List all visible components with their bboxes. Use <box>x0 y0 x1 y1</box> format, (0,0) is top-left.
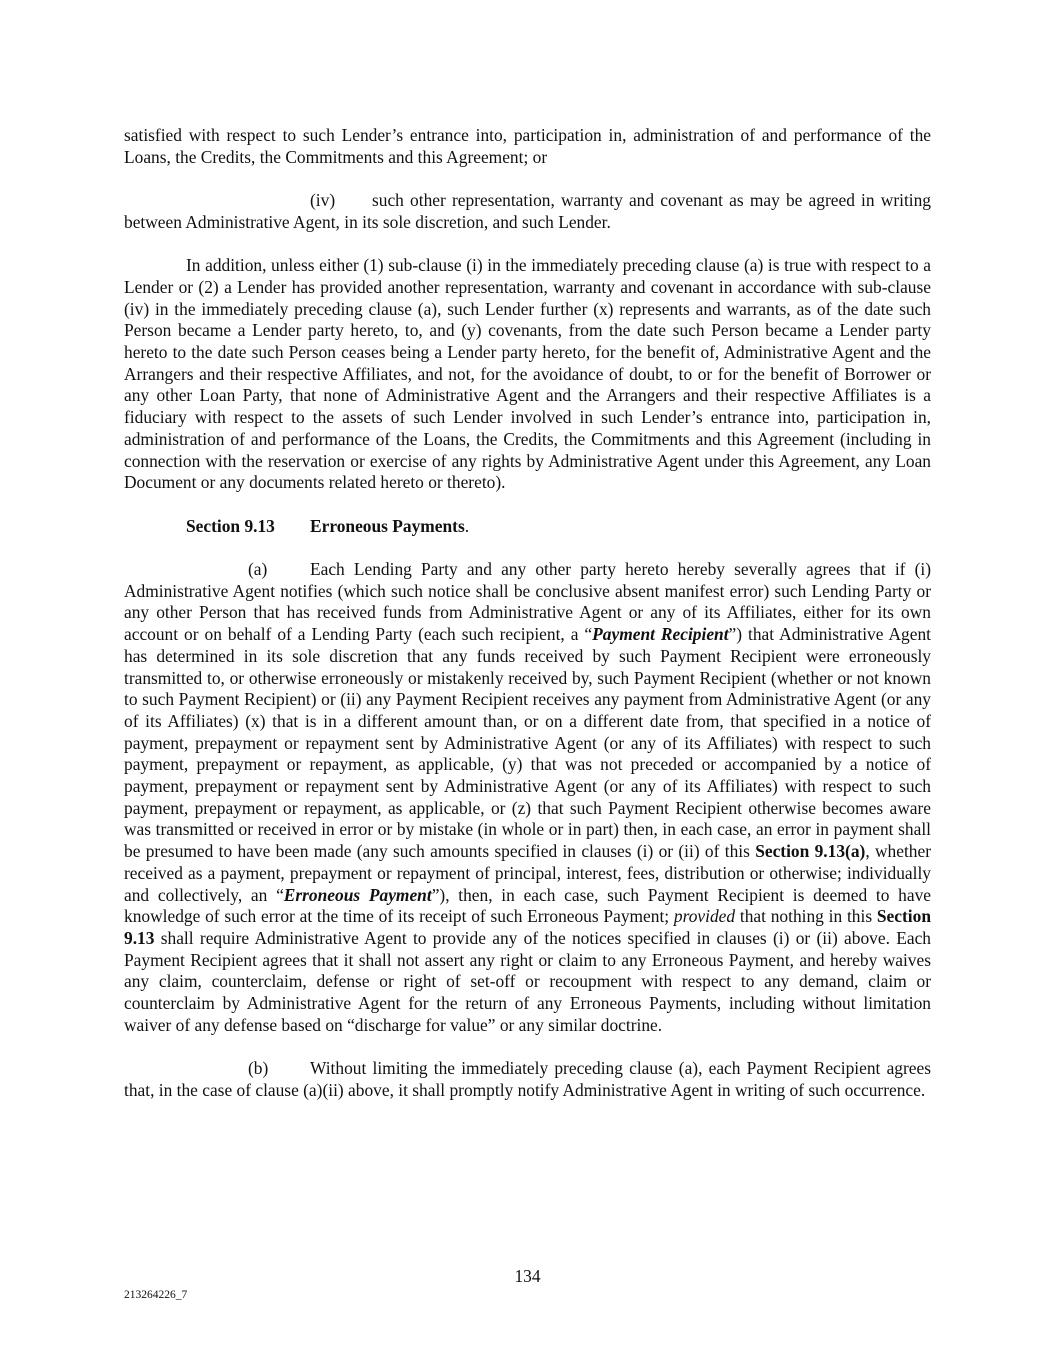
page-number: 134 <box>514 1266 541 1286</box>
section-title-period: . <box>464 515 470 536</box>
document-body <box>124 125 931 1123</box>
clause-a-text-6: shall require Administrative Agent to provide any of the notices specified in clauses (i) or (ii) above. Each Payment Recipient agrees that it shall not assert any right or claim to any Erroneous Payment, and hereby waives any claim, counterclaim, defense or right of set-off or recoupment with respect to any demand, claim or counterclaim by Administrative Agent for the return of any Erroneous Payments, including without limitation waiver of any defense based on “discharge for value” or any similar doctrine. <box>124 927 931 1035</box>
defined-term-erroneous-payment: Erroneous Payment <box>283 884 432 905</box>
clause-a-enumerator: (a) <box>248 559 268 579</box>
clause-a-text-1: Each Lending Party and any other party hereto hereby severally agrees that if (i) Administrative Agent notifies (which such notice shall be conclusive absent manifest error) such Lending Party or any other Person that has received funds from Administrative Agent or any of its Affiliates, either for its own account or on behalf of a Lending Party (each such recipient, a “ <box>124 559 931 645</box>
section-reference-9-13: Section 9.13 <box>124 906 931 948</box>
defined-term-payment-recipient: Payment Recipient <box>592 624 729 645</box>
paragraph-in-addition: In addition, unless either (1) sub-clause (i) in the immediately preceding clause (a) is true with respect to a Lender or (2) a Lender has provided another representation, warranty and covenant in accordance with sub-clause (iv) in the immediately preceding clause (a), such Lender further (x) represents and warrants, as of the date such Person became a Lender party hereto, to, and (y) covenants, from the date such Person became a Lender party hereto to the date such Person ceases being a Lender party hereto, for the benefit of, Administrative Agent and the Arrangers and their respective Affiliates, and not, for the avoidance of doubt, to or for the benefit of Borrower or any other Loan Party, that none of Administrative Agent and the Arrangers and their respective Affiliates is a fiduciary with respect to the assets of such Lender involved in such Lender’s entrance into, participation in, administration of and performance of the Loans, the Credits, the Commitments and this Agreement (including in connection with the reservation or exercise of any rights by Administrative Agent under this Agreement, any Loan Document or any documents related hereto or thereto). <box>124 255 931 493</box>
clause-a-text-4: ”), then, in each case, such Payment Recipient is deemed to have knowledge of such error at the time of its receipt of such Erroneous Payment; <box>124 884 932 927</box>
clause-iv-enumerator: (iv) <box>310 190 336 211</box>
proviso-word: provided <box>673 906 736 927</box>
clause-a-text-3: , whether received as a payment, prepayment or repayment of principal, interest, fees, distribution or otherwise; individually and collectively, an “ <box>124 841 931 905</box>
clause-b-text: Without limiting the immediately preceding clause (a), each Payment Recipient agrees that, in the case of clause (a)(ii) above, it shall promptly notify Administrative Agent in writing of such occurrence. <box>124 1058 931 1100</box>
clause-b-enumerator: (b) <box>248 1058 269 1079</box>
document-id: 213264226_7 <box>124 1289 188 1301</box>
paragraph-continuation: satisfied with respect to such Lender’s entrance into, participation in, administration of and performance of the Loans, the Credits, the Commitments and this Agreement; or <box>124 125 931 167</box>
clause-iv-text: such other representation, warranty and covenant as may be agreed in writing between Administrative Agent, in its sole discretion, and such Lender. <box>124 190 931 232</box>
section-reference-9-13-a: Section 9.13(a) <box>755 841 866 862</box>
clause-b <box>124 1058 931 1101</box>
clause-a-text-5: that nothing in this <box>735 906 877 927</box>
section-title: Erroneous Payments <box>310 515 465 536</box>
clause-a-text-2: ”) that Administrative Agent has determined in its sole discretion that any funds received by such Payment Recipient were erroneously transmitted to, or otherwise erroneously or mistakenly received by, such Payment Recipient (whether or not known to such Payment Recipient) or (ii) any Payment Recipient receives any payment from Administrative Agent (or any of its Affiliates) (x) that is in a different amount than, or on a different date from, that specified in a notice of payment, prepayment or repayment sent by Administrative Agent (or any of its Affiliates) with respect to such payment, prepayment or repayment, as applicable, (y) that was not preceded or accompanied by a notice of payment, prepayment or repayment sent by Administrative Agent (or any of its Affiliates) with respect to such payment, prepayment or repayment, as applicable, or (z) that such Payment Recipient otherwise becomes aware was transmitted or received in error or by mistake (in whole or in part) then, in each case, an error in payment shall be presumed to have been made (any such amounts specified in clauses (i) or (ii) of this <box>124 624 931 862</box>
section-heading <box>124 516 931 538</box>
clause-a <box>124 559 931 1036</box>
section-number: Section 9.13 <box>186 515 275 536</box>
clause-iv <box>124 190 931 233</box>
